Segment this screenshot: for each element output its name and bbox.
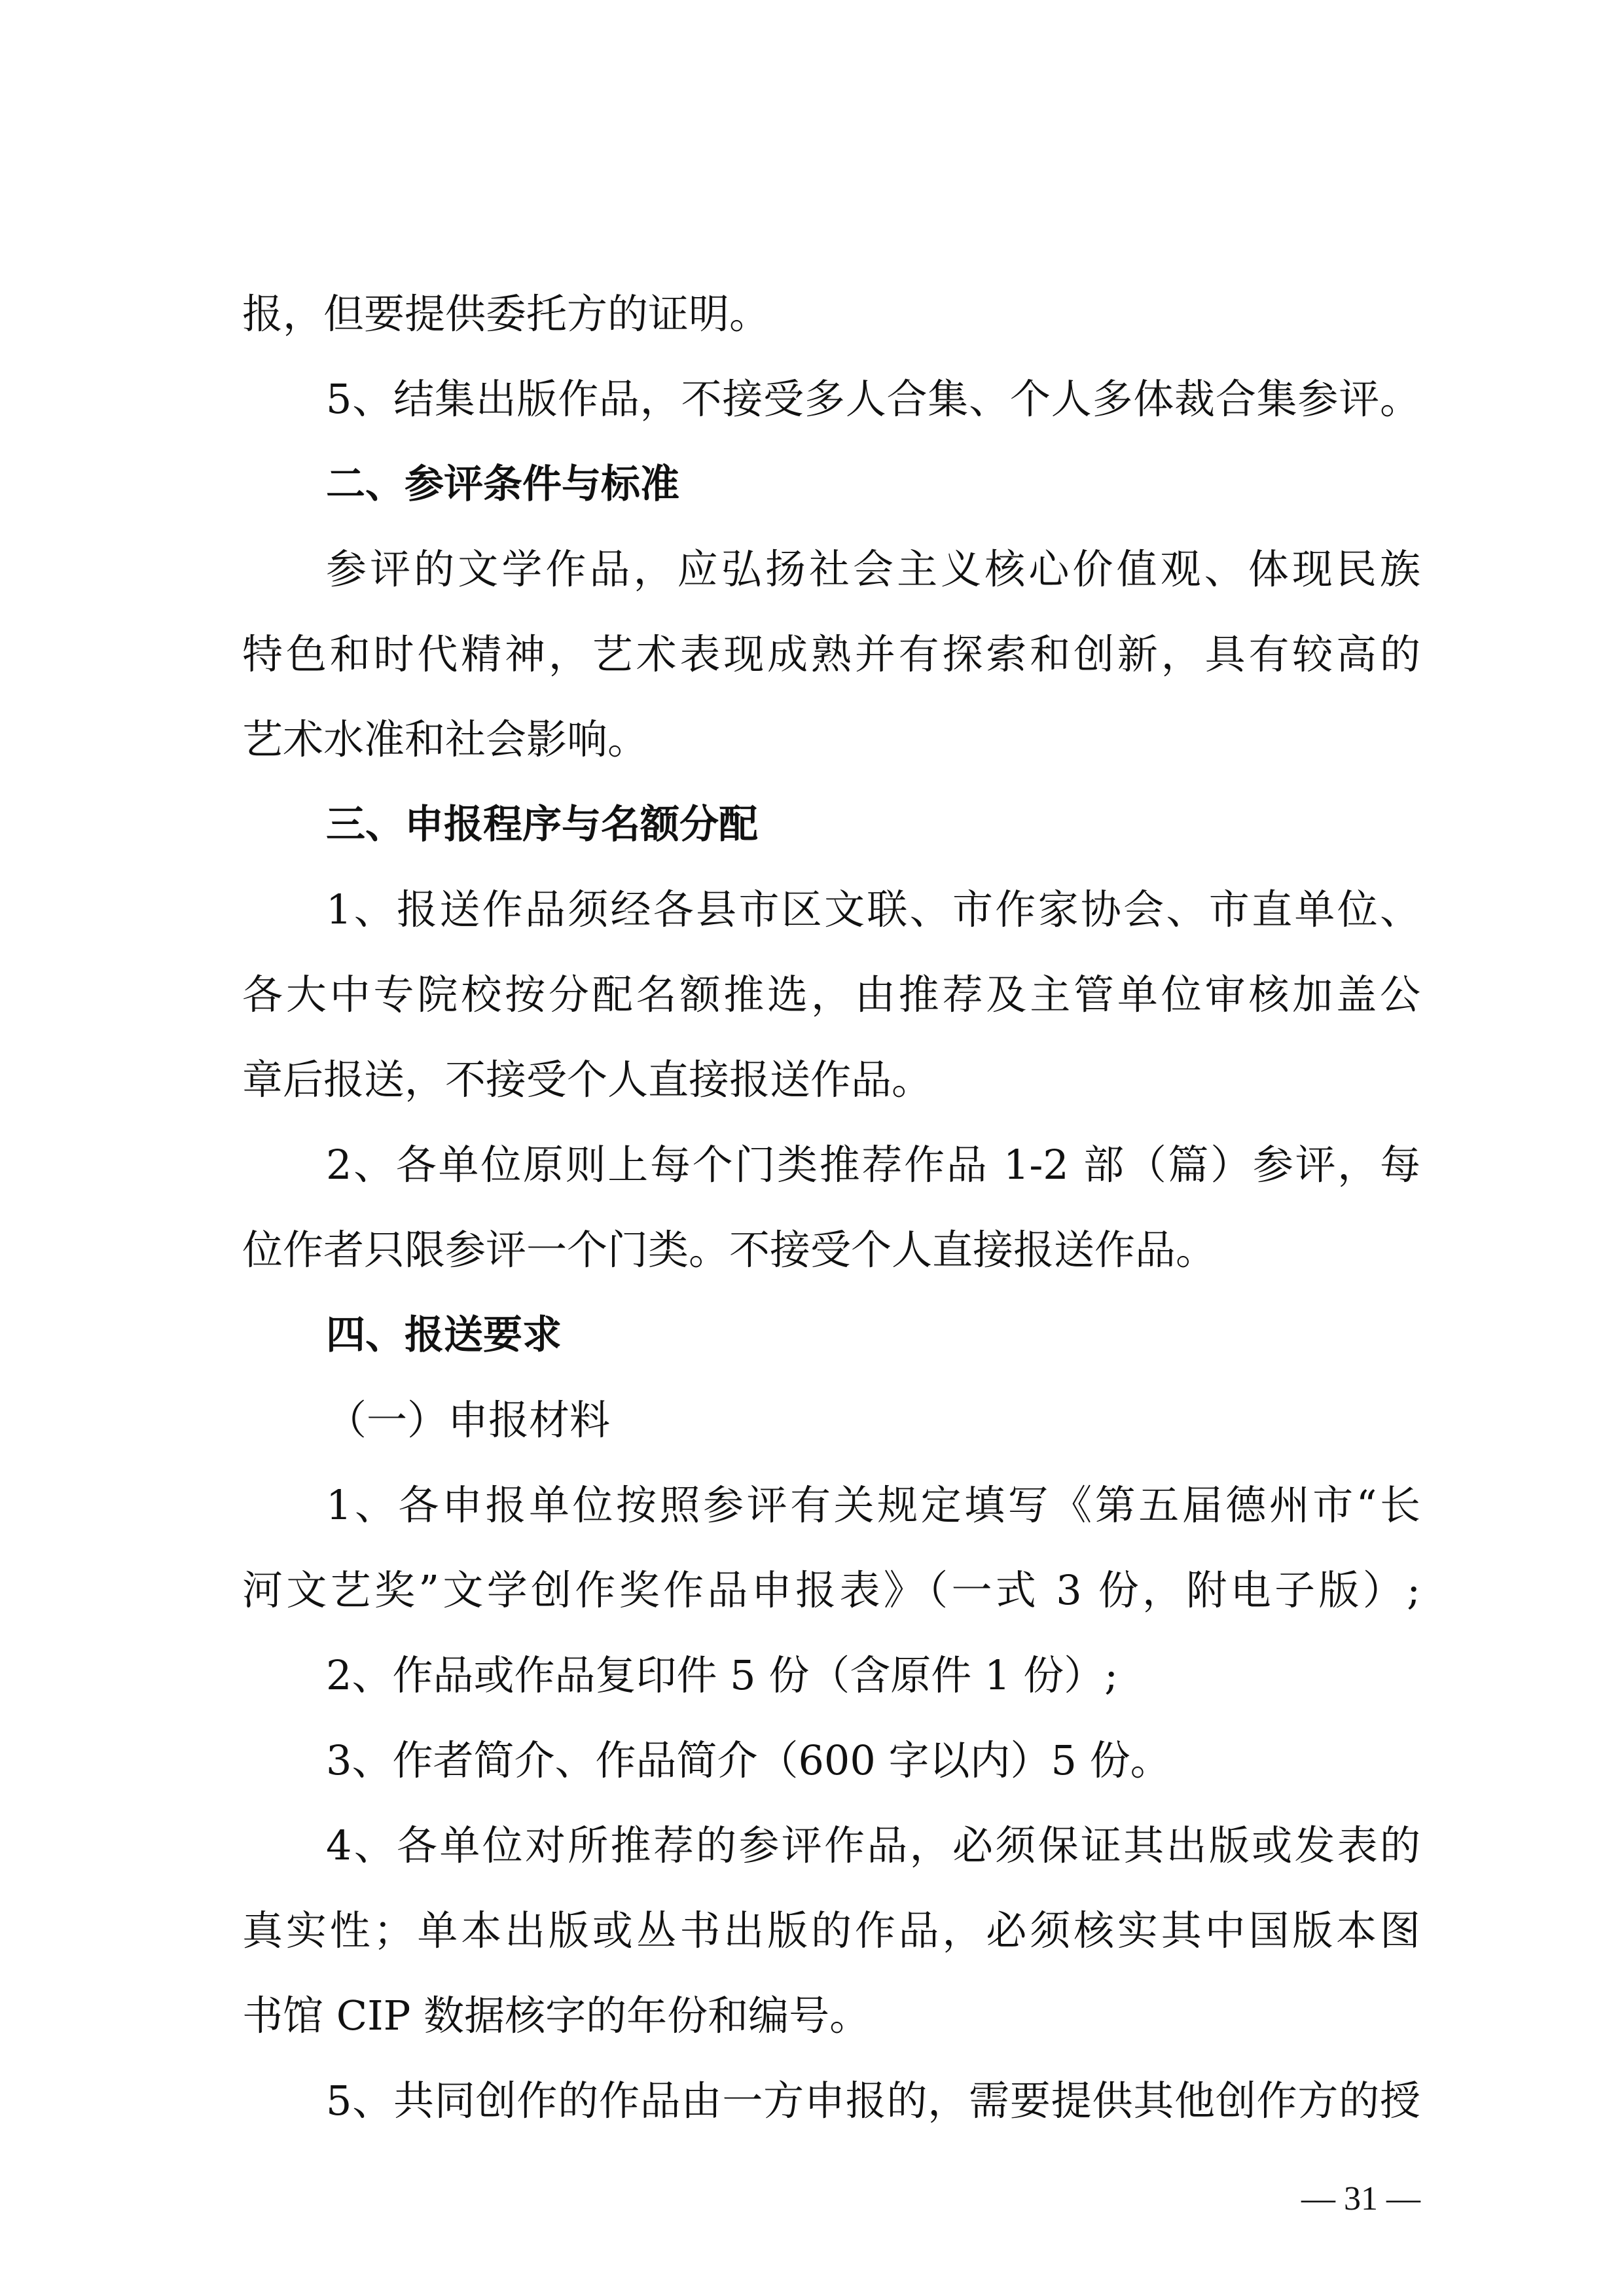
paragraph-line: 河文艺奖”文学创作奖作品申报表》（一式 3 份，附电子版）; bbox=[242, 1566, 1420, 1614]
section-heading: 四、报送要求 bbox=[326, 1312, 562, 1358]
paragraph-line: 5、结集出版作品，不接受多人合集、个人多体裁合集参评。 bbox=[326, 375, 1420, 423]
paragraph-line: 1、报送作品须经各县市区文联、市作家协会、市直单位、 bbox=[326, 886, 1420, 933]
paragraph-line: 真实性；单本出版或丛书出版的作品，必须核实其中国版本图 bbox=[242, 1907, 1420, 1954]
paragraph-line: 艺术水准和社会影响。 bbox=[242, 715, 649, 763]
page-number: — 31 — bbox=[1301, 2180, 1420, 2217]
paragraph-line: 位作者只限参评一个门类。不接受个人直接报送作品。 bbox=[242, 1226, 1217, 1274]
section-heading: 二、参评条件与标准 bbox=[326, 461, 679, 507]
paragraph-line: 参评的文学作品，应弘扬社会主义核心价值观、体现民族 bbox=[326, 545, 1420, 593]
paragraph-line: 各大中专院校按分配名额推选，由推荐及主管单位审核加盖公 bbox=[242, 971, 1420, 1018]
paragraph-line: 报，但要提供委托方的证明。 bbox=[242, 290, 770, 338]
paragraph-line: 5、共同创作的作品由一方申报的，需要提供其他创作方的授 bbox=[326, 2077, 1420, 2125]
paragraph-line: 书馆 CIP 数据核字的年份和编号。 bbox=[242, 1992, 871, 2039]
paragraph-line: 3、作者简介、作品简介（600 字以内）5 份。 bbox=[326, 1736, 1171, 1784]
paragraph-line: 1、各申报单位按照参评有关规定填写《第五届德州市“长 bbox=[326, 1481, 1420, 1529]
paragraph-line: 特色和时代精神，艺术表现成熟并有探索和创新，具有较高的 bbox=[242, 630, 1420, 678]
subsection-heading: （一）申报材料 bbox=[326, 1396, 611, 1444]
paragraph-line: 4、各单位对所推荐的参评作品，必须保证其出版或发表的 bbox=[326, 1821, 1420, 1869]
paragraph-line: 2、各单位原则上每个门类推荐作品 1-2 部（篇）参评，每 bbox=[326, 1141, 1420, 1189]
paragraph-line: 章后报送，不接受个人直接报送作品。 bbox=[242, 1056, 933, 1103]
section-heading: 三、申报程序与名额分配 bbox=[326, 802, 758, 848]
paragraph-line: 2、作品或作品复印件 5 份（含原件 1 份）; bbox=[326, 1651, 1119, 1699]
